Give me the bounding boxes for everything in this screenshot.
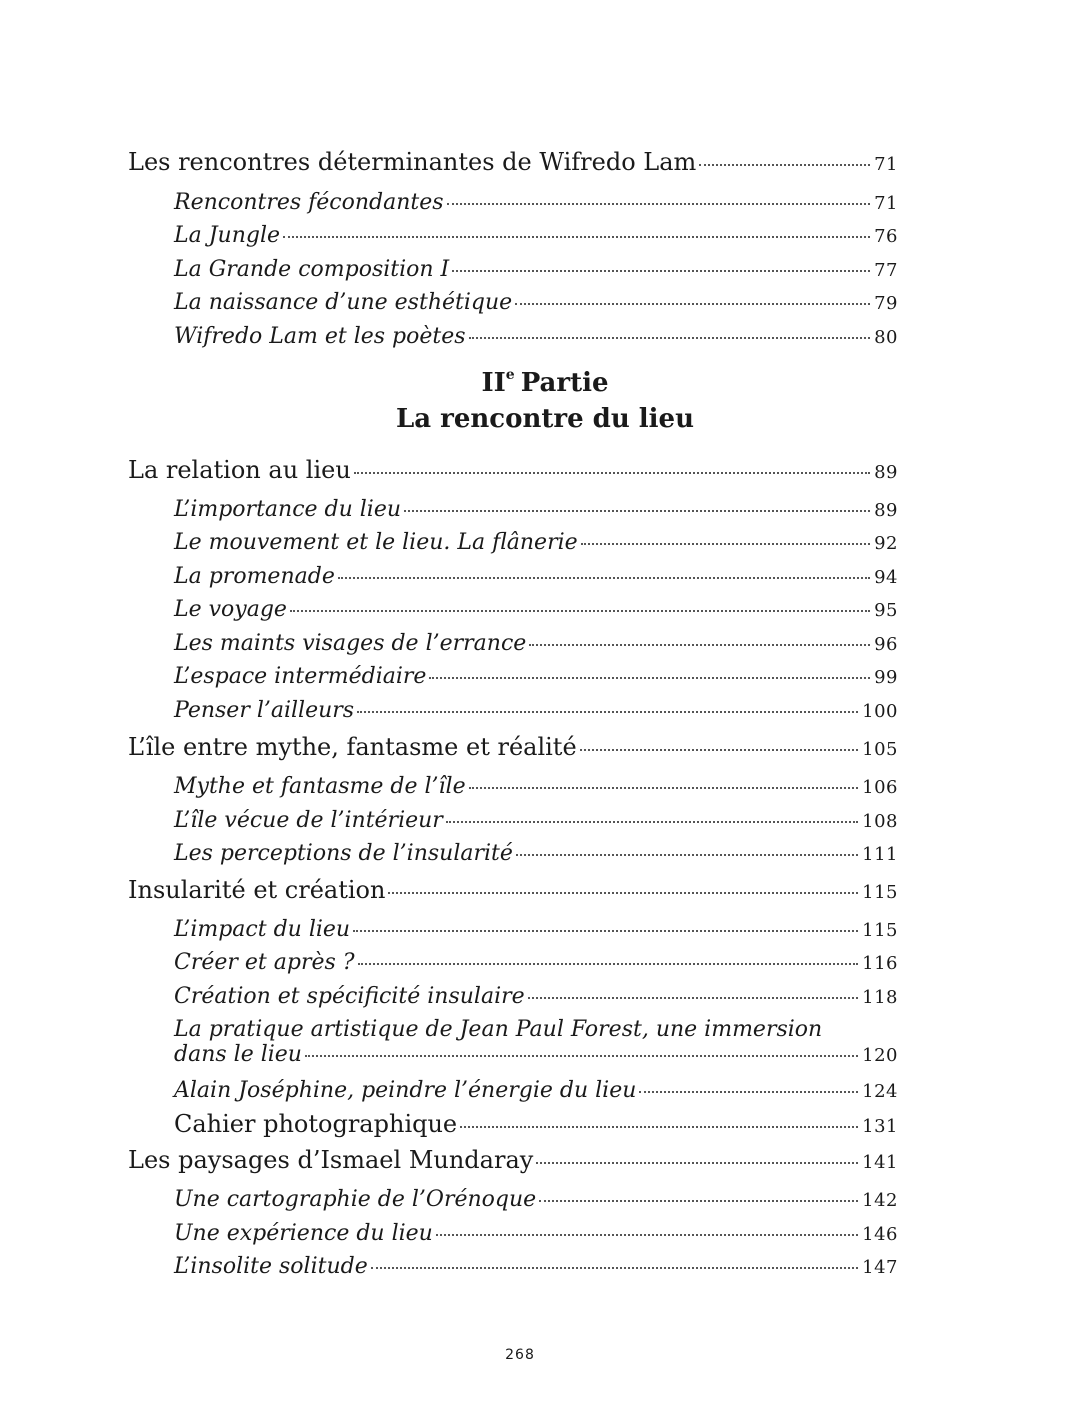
toc-entry-section: [174, 698, 898, 723]
toc-entry-page: 76: [874, 226, 898, 247]
toc-entry-title: Les paysages d’Ismael Mundaray: [128, 1146, 534, 1174]
toc-entry-title-line2-row: [174, 1042, 898, 1067]
toc-entry-chapter: [128, 733, 898, 761]
toc-entry-page: 108: [862, 811, 898, 832]
dot-leader: [515, 303, 870, 305]
toc-entry-section: [174, 1187, 898, 1212]
part-numeral: II: [481, 368, 506, 398]
toc-entry-page: 147: [862, 1257, 898, 1278]
part-word: Partie: [520, 368, 609, 398]
dot-leader: [305, 1055, 858, 1057]
toc-entry-page: 71: [874, 154, 898, 175]
dot-leader: [290, 610, 870, 612]
toc-entry-section: [174, 774, 898, 799]
dot-leader: [639, 1091, 858, 1093]
toc-entry-title: Création et spécificité insulaire: [174, 984, 525, 1009]
toc-entry-page: 120: [862, 1045, 898, 1066]
toc-entry-page: 146: [862, 1224, 898, 1245]
toc-entry-section: [174, 530, 898, 555]
dot-leader: [388, 892, 858, 894]
toc-entry-title: Le voyage: [174, 597, 287, 622]
toc-entry-section: [174, 631, 898, 656]
dot-leader: [358, 963, 859, 965]
toc-entry-section-wrapped: [174, 1017, 898, 1067]
toc-entry-section: [174, 564, 898, 589]
toc-entry-page: 77: [874, 260, 898, 281]
toc-entry-chapter: [128, 876, 898, 904]
dot-leader: [283, 236, 870, 238]
toc-entry-section: [174, 597, 898, 622]
toc-entry-title: L’insolite solitude: [174, 1254, 368, 1279]
dot-leader: [354, 472, 870, 474]
toc-entry-section: [174, 257, 898, 282]
toc-entry-page: 131: [862, 1116, 898, 1137]
toc-entry-chapter: [128, 456, 898, 484]
dot-leader: [371, 1267, 858, 1269]
toc-entry-page: 141: [862, 1152, 898, 1173]
dot-leader: [429, 677, 870, 679]
dot-leader: [539, 1200, 858, 1202]
part-numeral-superscript: e: [505, 367, 515, 383]
toc-entry-page: 115: [862, 920, 898, 941]
toc-entry-title: Une cartographie de l’Orénoque: [174, 1187, 537, 1212]
toc-entry-section: [174, 1221, 898, 1246]
toc-entry-title: La promenade: [174, 564, 335, 589]
part-heading: [0, 367, 1090, 398]
toc-entry-title: L’importance du lieu: [174, 497, 402, 522]
toc-entry-section: [174, 1110, 898, 1138]
toc-entry-page: 80: [874, 327, 898, 348]
toc-entry-chapter: [128, 148, 898, 176]
toc-entry-page: 118: [862, 987, 898, 1008]
toc-entry-title: L’impact du lieu: [174, 917, 351, 942]
dot-leader: [529, 644, 870, 646]
toc-entry-title: L’île vécue de l’intérieur: [174, 808, 443, 833]
toc-entry-title: Les perceptions de l’insularité: [174, 841, 513, 866]
dot-leader: [338, 577, 870, 579]
toc-entry-title: Alain Joséphine, peindre l’énergie du lieu: [174, 1078, 637, 1103]
dot-leader: [436, 1234, 858, 1236]
toc-entry-title: Cahier photographique: [174, 1110, 458, 1138]
toc-entry-title: L’espace intermédiaire: [174, 664, 427, 689]
toc-entry-page: 89: [874, 500, 898, 521]
dot-leader: [536, 1162, 858, 1164]
dot-leader: [357, 711, 858, 713]
toc-entry-page: 95: [874, 600, 898, 621]
toc-entry-title: La Grande composition I: [174, 257, 450, 282]
part-subtitle: La rencontre du lieu: [395, 404, 695, 434]
toc-entry-title-line1: La pratique artistique de Jean Paul Forest, une immersion: [174, 1017, 823, 1042]
toc-entry-title: Les rencontres déterminantes de Wifredo Lam: [128, 148, 697, 176]
dot-leader: [469, 337, 871, 339]
toc-entry-title-line2: dans le lieu: [174, 1042, 302, 1067]
dot-leader: [528, 997, 858, 999]
toc-entry-section: [174, 497, 898, 522]
dot-leader: [460, 1126, 858, 1128]
toc-entry-title: Mythe et fantasme de l’île: [174, 774, 466, 799]
toc-entry-section: [174, 664, 898, 689]
toc-entry-page: 79: [874, 293, 898, 314]
toc-entry-title: Le mouvement et le lieu. La flânerie: [174, 530, 578, 555]
toc-entry-section: [174, 190, 898, 215]
toc-entry-title: Les maints visages de l’errance: [174, 631, 527, 656]
dot-leader: [446, 821, 858, 823]
dot-leader: [452, 270, 870, 272]
toc-entry-section: [174, 808, 898, 833]
dot-leader: [353, 930, 858, 932]
toc-entry-page: 100: [862, 701, 898, 722]
toc-entry-title: Wifredo Lam et les poètes: [174, 324, 466, 349]
toc-entry-title: Créer et après ?: [174, 950, 355, 975]
toc-entry-page: 94: [874, 567, 898, 588]
toc-entry-title: Rencontres fécondantes: [174, 190, 444, 215]
toc-entry-title: L’île entre mythe, fantasme et réalité: [128, 733, 577, 761]
toc-entry-section: [174, 950, 898, 975]
toc-entry-page: 111: [862, 844, 898, 865]
toc-entry-page: 71: [874, 193, 898, 214]
toc-entry-page: 96: [874, 634, 898, 655]
toc-entry-section: [174, 984, 898, 1009]
toc-entry-page: 105: [862, 739, 898, 760]
dot-leader: [699, 164, 870, 166]
dot-leader: [581, 543, 870, 545]
toc-entry-page: 89: [874, 462, 898, 483]
toc-entry-section: [174, 223, 898, 248]
dot-leader: [469, 787, 859, 789]
toc-entry-section: [174, 917, 898, 942]
toc-entry-section: [174, 324, 898, 349]
toc-entry-page: 99: [874, 667, 898, 688]
toc-entry-page: 92: [874, 533, 898, 554]
toc-entry-title: La relation au lieu: [128, 456, 351, 484]
toc-entry-page: 116: [862, 953, 898, 974]
toc-entry-section: [174, 841, 898, 866]
toc-entry-section: [174, 1078, 898, 1103]
toc-entry-section: [174, 290, 898, 315]
page-number: 268: [505, 1347, 535, 1363]
toc-entry-title: La naissance d’une esthétique: [174, 290, 513, 315]
toc-entry-page: 124: [862, 1081, 898, 1102]
toc-entry-page: 142: [862, 1190, 898, 1211]
toc-entry-title: La Jungle: [174, 223, 281, 248]
dot-leader: [447, 203, 871, 205]
dot-leader: [404, 510, 870, 512]
toc-entry-title: Penser l’ailleurs: [174, 698, 355, 723]
toc-entry-chapter: [128, 1146, 898, 1174]
dot-leader: [516, 854, 858, 856]
toc-entry-title: Insularité et création: [128, 876, 386, 904]
toc-entry-title: Une expérience du lieu: [174, 1221, 433, 1246]
toc-entry-section: [174, 1254, 898, 1279]
toc-entry-page: 106: [862, 777, 898, 798]
dot-leader: [580, 749, 858, 751]
toc-entry-page: 115: [862, 882, 898, 903]
